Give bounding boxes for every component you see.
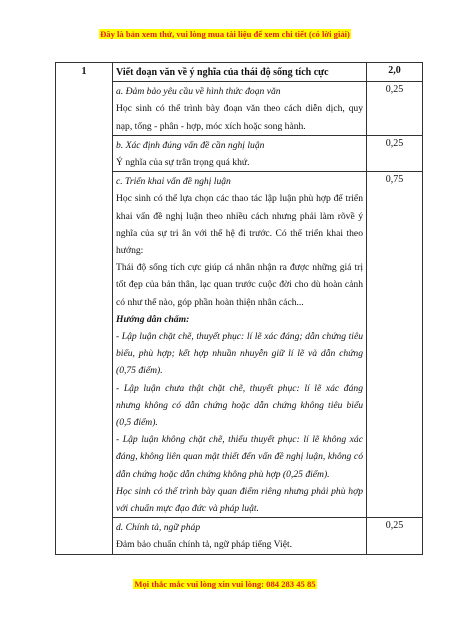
grading-rubric-table xyxy=(55,62,423,555)
criterion-a-body: Học sinh có thể trình bày đoạn văn theo cách diễn dịch, quy nạp, tổng - phân - hợp, móc xích hoặc song hành. xyxy=(116,103,363,132)
criterion-b xyxy=(113,135,367,171)
question-total-points: 2,0 xyxy=(367,63,423,82)
criterion-c xyxy=(113,172,367,518)
criterion-c-points: 0,75 xyxy=(367,172,423,518)
criterion-c-example: Thái độ sống tích cực giúp cá nhân nhận ra được những giá trị tốt đẹp của bản thân, lạc quan trước cuộc đời cho dù hoàn cảnh có như thế nào, góp phần hoàn thiện nhân cách... xyxy=(116,262,363,308)
contact-notice-text: Mọi thắc mắc vui lòng xin vui lòng: 084 283 45 85 xyxy=(134,579,316,589)
question-title: Viết đoạn văn về ý nghĩa của thái độ sống tích cực xyxy=(113,63,367,82)
criterion-b-heading: b. Xác định đúng vấn đề cần nghị luận xyxy=(116,139,265,151)
rubric-title-row xyxy=(56,63,423,82)
criterion-d-body: Đảm bảo chuẩn chính tả, ngữ pháp tiếng Việt. xyxy=(116,539,293,551)
criterion-a-heading: a. Đảm bảo yêu cầu về hình thức đoạn văn xyxy=(116,86,281,98)
preview-notice-text: Đây là bản xem thử, vui lòng mua tài liệu để xem chi tiết (có lời giải) xyxy=(100,29,350,39)
preview-notice-banner xyxy=(0,29,450,39)
criterion-d-heading: d. Chính tả, ngữ pháp xyxy=(116,522,201,534)
grading-guide-item: - Lập luận không chặt chẽ, thiếu thuyết phục: lí lẽ không xác đáng, không liên quan mật thiết đến vấn đề nghị luận, không có dẫn chứng hoặc dẫn chứng không phù hợp (0,25 điểm). xyxy=(116,434,363,480)
criterion-a-points: 0,25 xyxy=(367,82,423,136)
contact-notice-banner xyxy=(0,579,450,589)
grading-guide-title: Hướng dẫn chấm: xyxy=(116,313,190,325)
grading-guide-item: - Lập luận chặt chẽ, thuyết phục: lí lẽ xác đáng; dẫn chứng tiêu biểu, phù hợp; kết hợp nhuần nhuyễn giữ lí lẽ và dẫn chứng (0,75 điểm). xyxy=(116,331,363,377)
criterion-c-heading: c. Triển khai vấn đề nghị luận xyxy=(116,176,231,188)
criterion-d xyxy=(113,518,367,554)
question-number: 1 xyxy=(56,63,113,555)
criterion-a xyxy=(113,82,367,136)
grading-guide-item: - Lập luận chưa thật chặt chẽ, thuyết phục: lí lẽ xác đáng nhưng không có dẫn chứng hoặc dẫn chứng không tiêu biểu (0,5 điểm). xyxy=(116,382,363,429)
criterion-d-points: 0,25 xyxy=(367,518,423,554)
criterion-c-body: Học sinh có thể lựa chọn các thao tác lập luận phù hợp để triển khai vấn đề nghị luận theo nhiều cách nhưng phải làm rõvề ý nghĩa của sự tri ân với thế hệ đi trước. Có thể triển khai theo hướng: xyxy=(116,193,363,257)
criterion-b-points: 0,25 xyxy=(367,135,423,171)
grading-guide-note: Học sinh có thể trình bày quan điểm riêng nhưng phải phù hợp với chuẩn mực đạo đức và pháp luật. xyxy=(116,485,363,515)
criterion-b-body: Ý nghĩa của sự trân trọng quá khứ. xyxy=(116,157,250,169)
